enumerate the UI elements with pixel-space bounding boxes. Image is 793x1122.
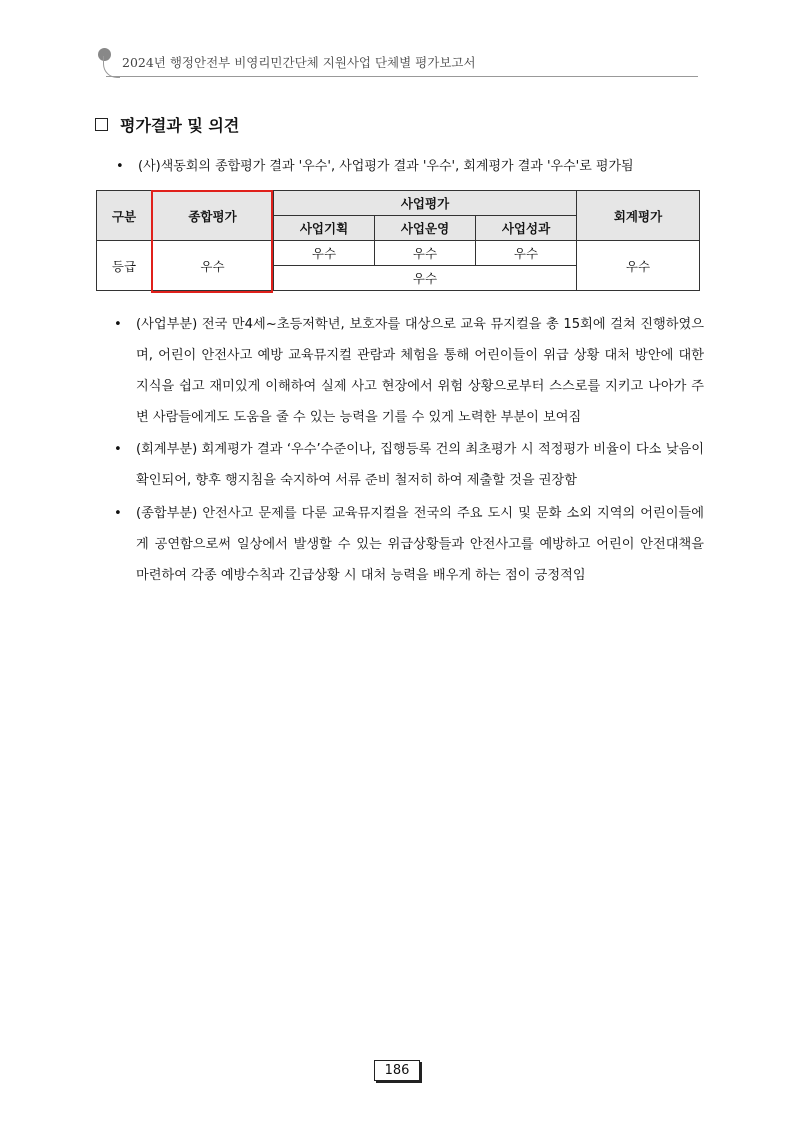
cell-business-total: 우수 — [274, 266, 577, 291]
comment-text: (종합부분) 안전사고 문제를 다룬 교육뮤지컬을 전국의 주요 도시 및 문화 소외 지역의 어린이들에게 공연함으로써 일상에서 발생할 수 있는 위급상황들과 안전사고를 예방하고 어린이 안전대책을 마련하여 각종 예방수칙과 긴급상황 시 대처 능력을 배우게 하는 점이 긍정적임 — [136, 506, 704, 583]
header-rule — [106, 76, 698, 77]
bullet-icon: • — [114, 506, 122, 521]
page-number: 186 — [374, 1060, 420, 1081]
comment-text: (회계부분) 회계평가 결과 ‘우수’수준이나, 집행등록 건의 최초평가 시 적정평가 비율이 다소 낮음이 확인되어, 향후 행지침을 숙지하여 서류 준비 철저히 하여 제출할 것을 권장함 — [136, 442, 704, 488]
cell-overall: 우수 — [152, 241, 274, 291]
header-operation: 사업운영 — [375, 216, 476, 241]
header-category: 구분 — [97, 191, 152, 241]
checkbox-square-icon — [95, 118, 108, 131]
highlight-box — [151, 190, 273, 293]
header-title: 2024년 행정안전부 비영리민간단체 지원사업 단체별 평가보고서 — [122, 55, 476, 70]
header-business: 사업평가 — [274, 191, 577, 216]
header-accounting: 회계평가 — [577, 191, 700, 241]
cell-accounting: 우수 — [577, 241, 700, 291]
header-outcome: 사업성과 — [476, 216, 577, 241]
bullet-icon: • — [114, 442, 122, 457]
comment-accounting — [114, 434, 704, 496]
summary-text: (사)색동회의 종합평가 결과 '우수', 사업평가 결과 '우수', 회계평가 결과 '우수'로 평가됨 — [138, 159, 634, 174]
cell-operation: 우수 — [375, 241, 476, 266]
summary-line — [116, 155, 634, 174]
bullet-icon: • — [114, 317, 122, 332]
header-decoration — [103, 56, 120, 78]
section-heading — [95, 113, 239, 136]
comment-overall — [114, 498, 704, 591]
header-overall: 종합평가 — [152, 191, 274, 241]
comment-business — [114, 309, 704, 433]
section-title: 평가결과 및 의견 — [120, 116, 240, 135]
cell-planning: 우수 — [274, 241, 375, 266]
comment-text: (사업부분) 전국 만4세~초등저학년, 보호자를 대상으로 교육 뮤지컬을 총 15회에 걸쳐 진행하였으며, 어린이 안전사고 예방 교육뮤지컬 관람과 체험을 통해 어린이들이 위급 상황 대처 방안에 대한 지식을 쉽고 재미있게 이해하여 실제 사고 현장에서 위험 상황으로부터 스스로를 지키고 나아가 주변 사람들에게도 도움을 줄 수 있는 능력을 기를 수 있게 노력한 부분이 보여짐 — [136, 317, 704, 425]
cell-outcome: 우수 — [476, 241, 577, 266]
bullet-icon: • — [116, 159, 124, 174]
header-planning: 사업기획 — [274, 216, 375, 241]
row-label-grade: 등급 — [97, 241, 152, 291]
